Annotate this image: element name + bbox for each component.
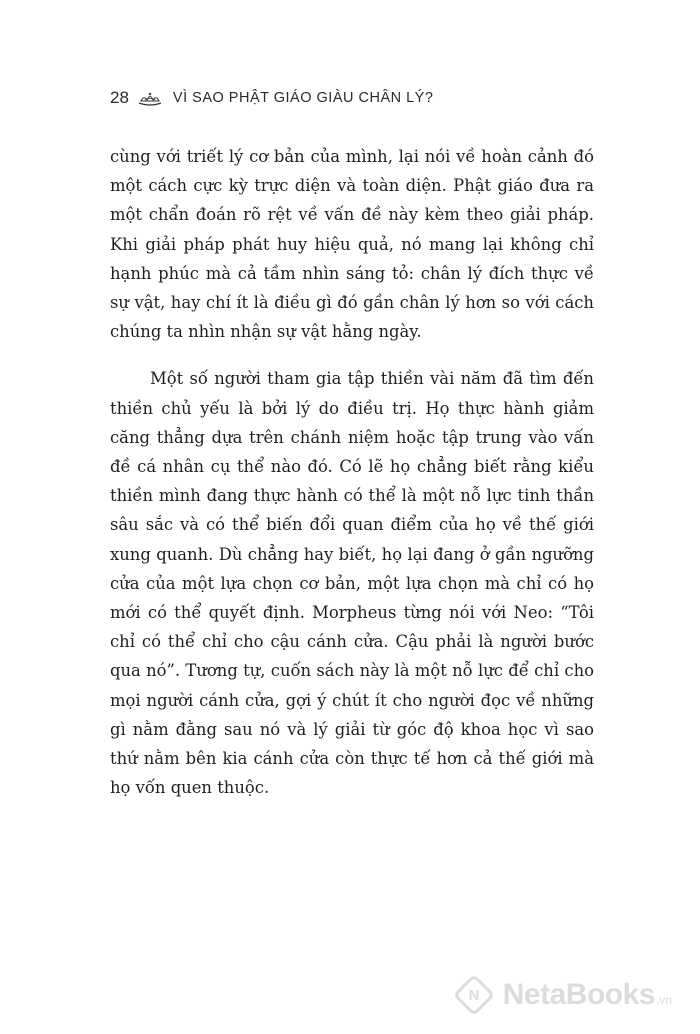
watermark-brand: NetaBooks <box>502 978 655 1011</box>
netabooks-logo-icon <box>453 974 495 1016</box>
netabooks-watermark <box>459 978 672 1012</box>
watermark-tld: .vn <box>655 993 672 1007</box>
book-title: VÌ SAO PHẬT GIÁO GIÀU CHÂN LÝ? <box>172 90 434 106</box>
page-number: 28 <box>110 88 129 107</box>
logo-letter: N <box>468 986 480 1004</box>
lotus-icon <box>137 90 163 106</box>
page-body <box>110 142 594 802</box>
paragraph-continuation: cùng với triết lý cơ bản của mình, lại nói về hoàn cảnh đó một cách cực kỳ trực diện và toàn diện. Phật giáo đưa ra một chẩn đoán rõ rệt về vấn đề này kèm theo giải pháp. Khi giải pháp phát huy hiệu quả, nó mang lại không chỉ hạnh phúc mà cả tầm nhìn sáng tỏ: chân lý đích thực về sự vật, hay chí ít là điều gì đó gần chân lý hơn so với cách chúng ta nhìn nhận sự vật hằng ngày. <box>110 147 594 342</box>
running-header <box>110 88 433 108</box>
paragraph: Một số người tham gia tập thiền vài năm đã tìm đến thiền chủ yếu là bởi lý do điều trị. Họ thực hành giảm căng thẳng dựa trên chánh niệm hoặc tập trung vào vấn đề cá nhân cụ thể nào đó. Có lẽ họ chẳng biết rằng kiểu thiền mình đang thực hành có thể là một nỗ lực tinh thần sâu sắc và có thể biến đổi quan điểm của họ về thế giới xung quanh. Dù chẳng hay biết, họ lại đang ở gần ngưỡng cửa của một lựa chọn cơ bản, một lựa chọn mà chỉ có họ mới có thể quyết định. Morpheus từng nói với Neo: “Tôi chỉ có thể chỉ cho cậu cánh cửa. Cậu phải là người bước qua nó”. Tương tự, cuốn sách này là một nỗ lực để chỉ cho mọi người cánh cửa, gợi ý chút ít cho người đọc về những gì nằm đằng sau nó và lý giải từ góc độ khoa học vì sao thứ nằm bên kia cánh cửa còn thực tế hơn cả thế giới mà họ vốn quen thuộc. <box>110 369 594 798</box>
